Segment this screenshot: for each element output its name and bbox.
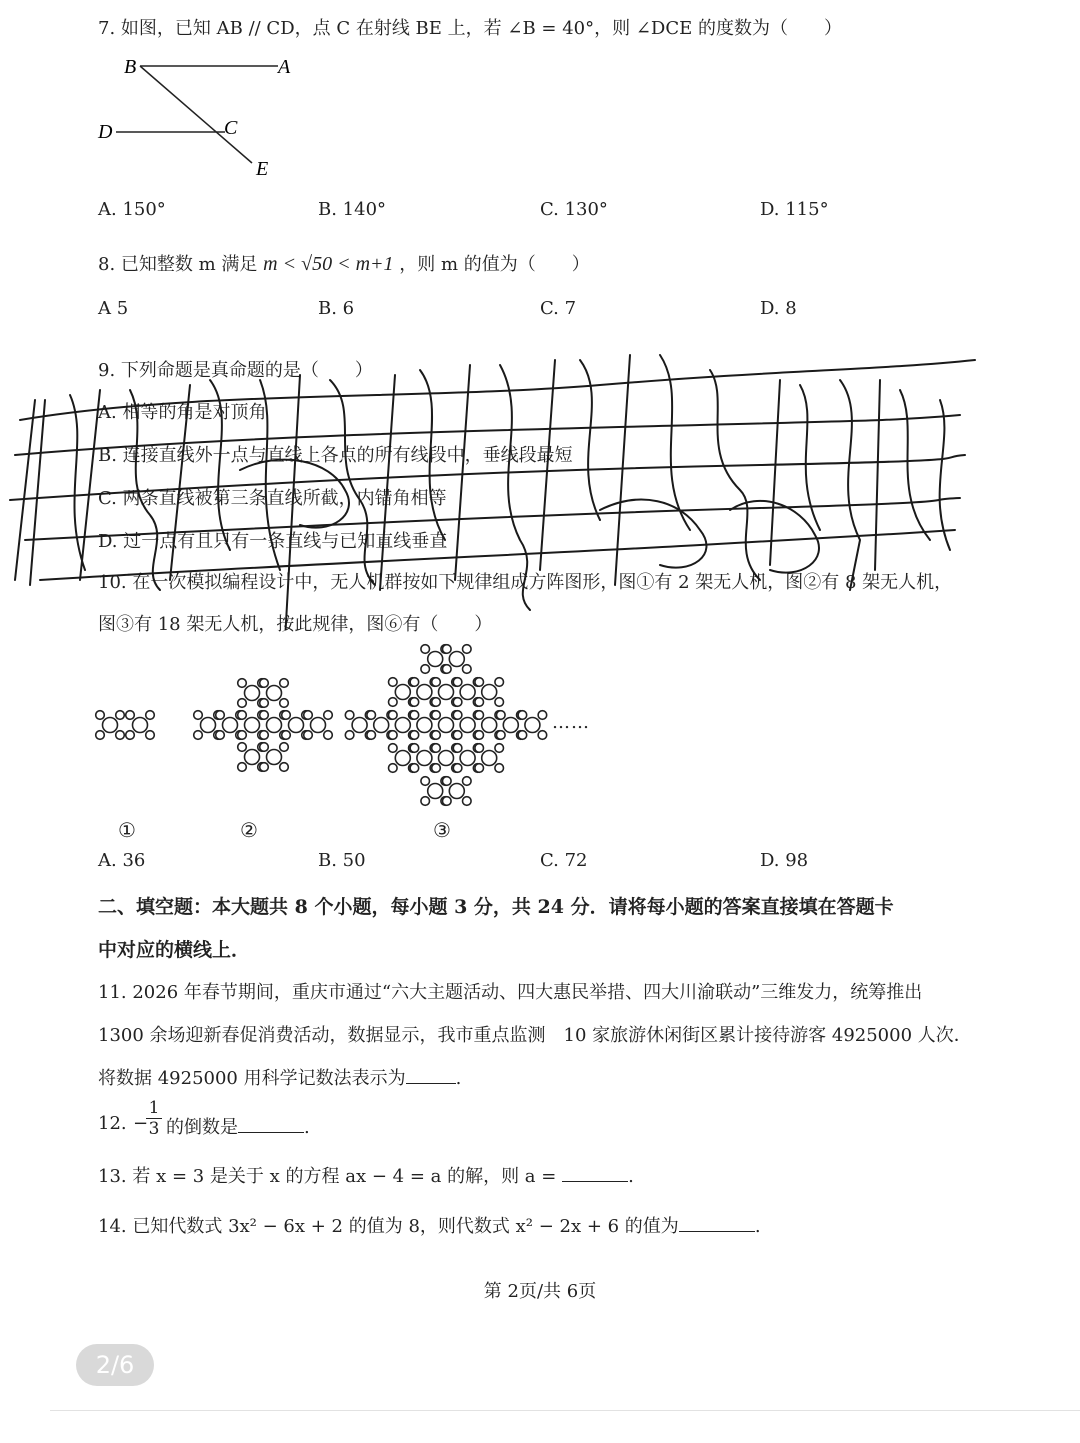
drone-circle xyxy=(453,744,462,753)
drone-circle xyxy=(428,784,443,799)
drone-circle xyxy=(223,718,238,733)
drone-circle xyxy=(497,731,506,740)
scribble-stroke xyxy=(70,390,100,580)
drone-circle xyxy=(389,744,398,753)
drone-circle xyxy=(432,744,441,753)
q12-numerator: 1 xyxy=(148,1098,160,1118)
q12-denominator: 3 xyxy=(146,1118,162,1139)
drone-circle xyxy=(389,764,398,773)
drone-circle xyxy=(503,718,518,733)
drone-circle xyxy=(449,784,464,799)
drone-circle xyxy=(389,711,398,720)
drone-circle xyxy=(421,797,430,806)
q8-suffix: ，则 m 的值为（ ） xyxy=(399,254,590,275)
drone-circle xyxy=(324,711,333,720)
drone-circle xyxy=(432,678,441,687)
scribble-stroke xyxy=(20,360,975,420)
drone-circle xyxy=(495,678,504,687)
drone-circle xyxy=(453,711,462,720)
q10-ellipsis: …… xyxy=(552,712,590,733)
scribble-stroke xyxy=(15,400,45,585)
drone-circle xyxy=(345,711,354,720)
drone-circle xyxy=(417,751,432,766)
q7-figure xyxy=(90,50,300,185)
fig-label-1: ① xyxy=(118,818,136,842)
q11-period: . xyxy=(455,1068,462,1089)
drone-circle xyxy=(194,711,203,720)
drone-circle xyxy=(245,750,260,765)
q8-stem xyxy=(98,250,590,276)
q10-line2: 图③有 18 架无人机，按此规律，图⑥有（ ） xyxy=(98,614,493,635)
drone-circle xyxy=(146,731,155,740)
drone-circle xyxy=(453,764,462,773)
q9-option-d: D. 过一点有且只有一条直线与已知直线垂直 xyxy=(98,531,448,552)
scribble-stroke xyxy=(10,455,965,500)
scribble-stroke xyxy=(840,380,860,590)
drone-circle xyxy=(280,699,289,708)
drone-circle xyxy=(460,685,475,700)
drone-circle xyxy=(311,718,326,733)
q7-option-d: D. 115° xyxy=(760,199,829,220)
label-d: D xyxy=(98,121,113,143)
q8-option-c: C. 7 xyxy=(540,298,577,319)
drone-circle xyxy=(133,718,148,733)
q12-minus: − xyxy=(133,1113,149,1134)
drone-circle xyxy=(482,685,497,700)
drone-circle xyxy=(116,731,125,740)
drone-circle xyxy=(116,711,125,720)
drone-circle xyxy=(201,718,216,733)
drone-circle xyxy=(538,711,547,720)
scribble-stroke xyxy=(260,375,300,630)
drone-circle xyxy=(495,764,504,773)
q9-stem: 9. 下列命题是真命题的是（ ） xyxy=(98,360,373,381)
label-c: C xyxy=(224,117,238,139)
drone-circle xyxy=(289,718,304,733)
drone-circle xyxy=(260,743,269,752)
drone-circle xyxy=(260,699,269,708)
drone-circle xyxy=(238,679,247,688)
ray-be xyxy=(140,66,252,163)
section2-heading-line1: 二、填空题：本大题共 8 个小题，每小题 3 分，共 24 分．请将每小题的答案直接填在答题卡 xyxy=(98,896,894,918)
q13-text: 13. 若 x = 3 是关于 x 的方程 ax − 4 = a 的解，则 a = xyxy=(98,1166,557,1187)
fig-label-3: ③ xyxy=(433,818,451,842)
drone-circle xyxy=(460,751,475,766)
drone-circle xyxy=(280,763,289,772)
drone-circle xyxy=(282,711,291,720)
drone-circle xyxy=(432,711,441,720)
drone-circle xyxy=(267,750,282,765)
scribble-stroke xyxy=(710,370,760,580)
drone-circle xyxy=(304,711,313,720)
drone-circle xyxy=(460,718,475,733)
q8-option-d: D. 8 xyxy=(760,298,797,319)
drone-circle xyxy=(475,731,484,740)
drone-circle xyxy=(238,699,247,708)
drone-circle xyxy=(463,645,472,654)
q7-stem: 7. 如图，已知 AB // CD，点 C 在射线 BE 上，若 ∠B = 40°，则 ∠DCE 的度数为（ ） xyxy=(98,18,842,39)
drone-circle xyxy=(421,645,430,654)
q12-num: 12. xyxy=(98,1113,127,1134)
scribble-stroke xyxy=(330,380,375,585)
drone-circle xyxy=(126,731,135,740)
q8-option-b: B. 6 xyxy=(318,298,355,319)
drone-circle xyxy=(439,718,454,733)
drone-circle xyxy=(389,698,398,707)
q7-option-b: B. 140° xyxy=(318,199,387,220)
drone-circle xyxy=(395,718,410,733)
drone-circle xyxy=(389,678,398,687)
q10-option-a: A. 36 xyxy=(98,850,146,871)
q10-figure xyxy=(90,635,620,815)
q7-option-a: A. 150° xyxy=(98,199,166,220)
drone-circle xyxy=(395,685,410,700)
q12-fraction xyxy=(146,1098,162,1139)
page-indicator[interactable]: 2/6 xyxy=(76,1344,154,1386)
drone-circle xyxy=(453,678,462,687)
q14-period: . xyxy=(754,1216,761,1237)
scribble-overlay xyxy=(0,340,1080,630)
drone-circle xyxy=(443,645,452,654)
q11-line3-text: 将数据 4925000 用科学记数法表示为 xyxy=(98,1068,406,1089)
drone-circle xyxy=(538,731,547,740)
scribble-strokes xyxy=(10,355,975,630)
drone-circle xyxy=(216,731,225,740)
drone-circle xyxy=(260,711,269,720)
drone-circle xyxy=(482,718,497,733)
drone-circle xyxy=(352,718,367,733)
drone-circle xyxy=(260,763,269,772)
q10-option-b: B. 50 xyxy=(318,850,366,871)
drone-circle xyxy=(475,764,484,773)
drone-circle xyxy=(194,731,203,740)
drone-circle xyxy=(238,711,247,720)
q14-blank xyxy=(679,1230,755,1232)
drone-circle xyxy=(126,711,135,720)
drone-circle xyxy=(245,718,260,733)
drone-circle xyxy=(374,718,389,733)
drone-circle xyxy=(280,743,289,752)
drone-circle xyxy=(432,731,441,740)
drone-circle xyxy=(395,751,410,766)
q8-prefix: 8. 已知整数 m 满足 xyxy=(98,254,258,275)
drone-circle xyxy=(238,763,247,772)
q10-line1: 10. 在一次模拟编程设计中，无人机群按如下规律组成方阵图形，图①有 2 架无人机，图②有 8 架无人机， xyxy=(98,572,953,593)
drone-circle xyxy=(482,751,497,766)
scribble-stroke xyxy=(615,355,690,585)
q11-line2: 1300 余场迎新春促消费活动，数据显示，我市重点监测 10 家旅游休闲街区累计接待游客 4925000 人次． xyxy=(98,1025,972,1046)
drone-circle xyxy=(146,711,155,720)
drone-circle xyxy=(367,731,376,740)
drone-circle xyxy=(324,731,333,740)
q9-option-b: B. 连接直线外一点与直线上各点的所有线段中，垂线段最短 xyxy=(98,445,573,466)
scribble-stroke xyxy=(170,380,230,580)
q8-expr: m < √50 < m+1 xyxy=(263,253,394,275)
drone-circle xyxy=(367,711,376,720)
drone-circle xyxy=(282,731,291,740)
drone-circle xyxy=(389,731,398,740)
drone-circle xyxy=(421,665,430,674)
q14-row xyxy=(98,1212,761,1238)
drone-circle xyxy=(443,797,452,806)
q11-blank xyxy=(406,1082,456,1084)
drone-circle xyxy=(495,698,504,707)
drone-circle xyxy=(518,711,527,720)
label-b: B xyxy=(124,56,137,78)
scribble-stroke xyxy=(730,501,819,573)
drone-circle xyxy=(475,698,484,707)
q7-option-c: C. 130° xyxy=(540,199,608,220)
drone-circle xyxy=(410,764,419,773)
scribble-stroke xyxy=(25,498,960,540)
q10-option-c: C. 72 xyxy=(540,850,588,871)
drone-circle xyxy=(428,652,443,667)
drone-circle xyxy=(453,731,462,740)
drone-circle xyxy=(443,665,452,674)
q13-period: . xyxy=(628,1166,634,1187)
label-e: E xyxy=(256,158,269,180)
drone-circle xyxy=(96,711,105,720)
drone-circle xyxy=(432,764,441,773)
drone-circle xyxy=(304,731,313,740)
drone-circle xyxy=(417,718,432,733)
scribble-stroke xyxy=(455,365,530,610)
fig-label-2: ② xyxy=(240,818,258,842)
q12-blank xyxy=(238,1131,304,1133)
q13-blank xyxy=(562,1180,628,1182)
q8-option-a: A 5 xyxy=(98,298,129,319)
drone-circle xyxy=(475,744,484,753)
drone-circle xyxy=(449,652,464,667)
scribble-stroke xyxy=(940,400,950,550)
drone-circle xyxy=(518,731,527,740)
page-footer: 第 2页/共 6页 xyxy=(483,1281,597,1302)
drone-circle xyxy=(410,711,419,720)
drone-circle xyxy=(453,698,462,707)
scribble-stroke xyxy=(380,370,445,590)
q12-period: . xyxy=(304,1117,310,1138)
drone-circle xyxy=(103,718,118,733)
drone-circle xyxy=(439,685,454,700)
drone-circle xyxy=(463,797,472,806)
q12-text-row xyxy=(166,1113,310,1139)
scribble-stroke xyxy=(15,415,960,455)
q9-option-c: C. 两条直线被第三条直线所截，内错角相等 xyxy=(98,488,447,509)
q11-line3 xyxy=(98,1064,461,1090)
drone-circle xyxy=(238,731,247,740)
q12-text: 的倒数是 xyxy=(166,1117,238,1138)
drone-circle xyxy=(475,711,484,720)
q9-option-a: A. 相等的角是对顶角 xyxy=(98,402,267,423)
drone-circle xyxy=(439,751,454,766)
drone-circle xyxy=(475,678,484,687)
drone-circle xyxy=(410,744,419,753)
drone-circle xyxy=(410,731,419,740)
viewer-divider xyxy=(50,1410,1080,1411)
drone-circle xyxy=(267,718,282,733)
q10-option-d: D. 98 xyxy=(760,850,809,871)
section2-heading-line2: 中对应的横线上． xyxy=(98,939,251,961)
drone-circle xyxy=(345,731,354,740)
drone-circle xyxy=(280,679,289,688)
drone-circle xyxy=(410,678,419,687)
drone-circle xyxy=(245,686,260,701)
drone-circle xyxy=(421,777,430,786)
q11-line1: 11. 2026 年春节期间，重庆市通过“六大主题活动、四大惠民举措、四大川渝联动”三维发力，统筹推出 xyxy=(98,982,923,1003)
drone-circle xyxy=(238,743,247,752)
drone-circle xyxy=(497,711,506,720)
q13-row xyxy=(98,1162,634,1188)
drone-circle xyxy=(432,698,441,707)
scribble-stroke xyxy=(540,360,600,570)
scribble-stroke xyxy=(770,380,820,565)
drone-circle xyxy=(417,685,432,700)
drone-circle xyxy=(260,731,269,740)
drone-circle xyxy=(463,665,472,674)
drone-circle xyxy=(463,777,472,786)
drone-circle xyxy=(260,679,269,688)
q14-text: 14. 已知代数式 3x² − 6x + 2 的值为 8，则代数式 x² − 2x + 6 的值为 xyxy=(98,1216,679,1237)
drone-circle xyxy=(410,698,419,707)
drone-circle xyxy=(495,744,504,753)
drone-circle xyxy=(96,731,105,740)
label-a: A xyxy=(278,56,291,78)
drone-circle xyxy=(216,711,225,720)
scribble-stroke xyxy=(875,380,930,570)
drone-circle xyxy=(443,777,452,786)
drone-circle xyxy=(525,718,540,733)
drone-circle xyxy=(267,686,282,701)
